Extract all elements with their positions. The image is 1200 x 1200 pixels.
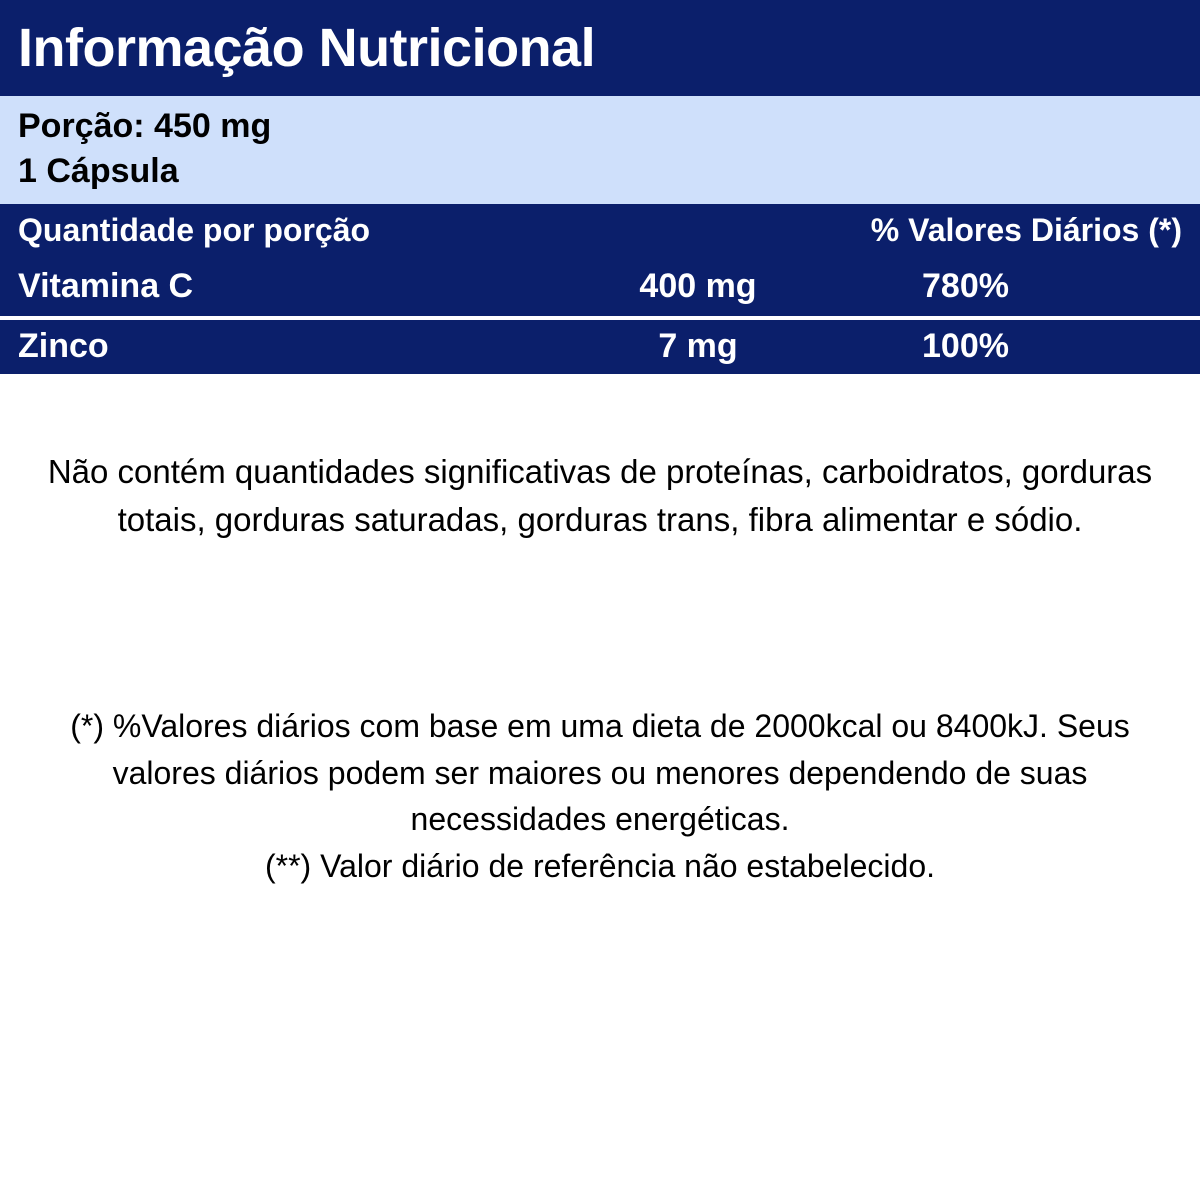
footnotes (18, 703, 1182, 889)
nutrient-amount: 7 mg (658, 327, 738, 366)
table-header-row (0, 204, 1200, 258)
nutrient-name: Vitamina C (18, 267, 194, 306)
serving-unit: 1 Cápsula (18, 151, 179, 190)
column-header-daily-value: % Valores Diários (*) (870, 212, 1182, 249)
not-significant-note: Não contém quantidades significativas de proteínas, carboidratos, gorduras totais, gorduras saturadas, gorduras trans, fibra alimentar e sódio. (47, 452, 1153, 538)
table-row (0, 316, 1200, 374)
column-header-amount: Quantidade por porção (18, 212, 371, 249)
nutrient-daily-value: 780% (922, 267, 1009, 306)
nutrient-daily-value: 100% (922, 327, 1009, 366)
table-row (0, 258, 1200, 316)
serving-info-band (0, 96, 1200, 204)
footnote-daily-values: (*) %Valores diários com base em uma dieta de 2000kcal ou 8400kJ. Seus valores diários podem ser maiores ou menores dependendo de suas necessidades energéticas. (70, 708, 1130, 838)
serving-portion: Porção: 450 mg (18, 107, 272, 145)
nutrition-title-band (0, 0, 1200, 96)
notes-section (0, 448, 1200, 889)
nutrient-amount: 400 mg (639, 267, 757, 306)
footnote-no-reference-value: (**) Valor diário de referência não estabelecido. (264, 847, 935, 884)
page-title: Informação Nutricional (18, 18, 596, 78)
nutrient-name: Zinco (18, 327, 109, 366)
